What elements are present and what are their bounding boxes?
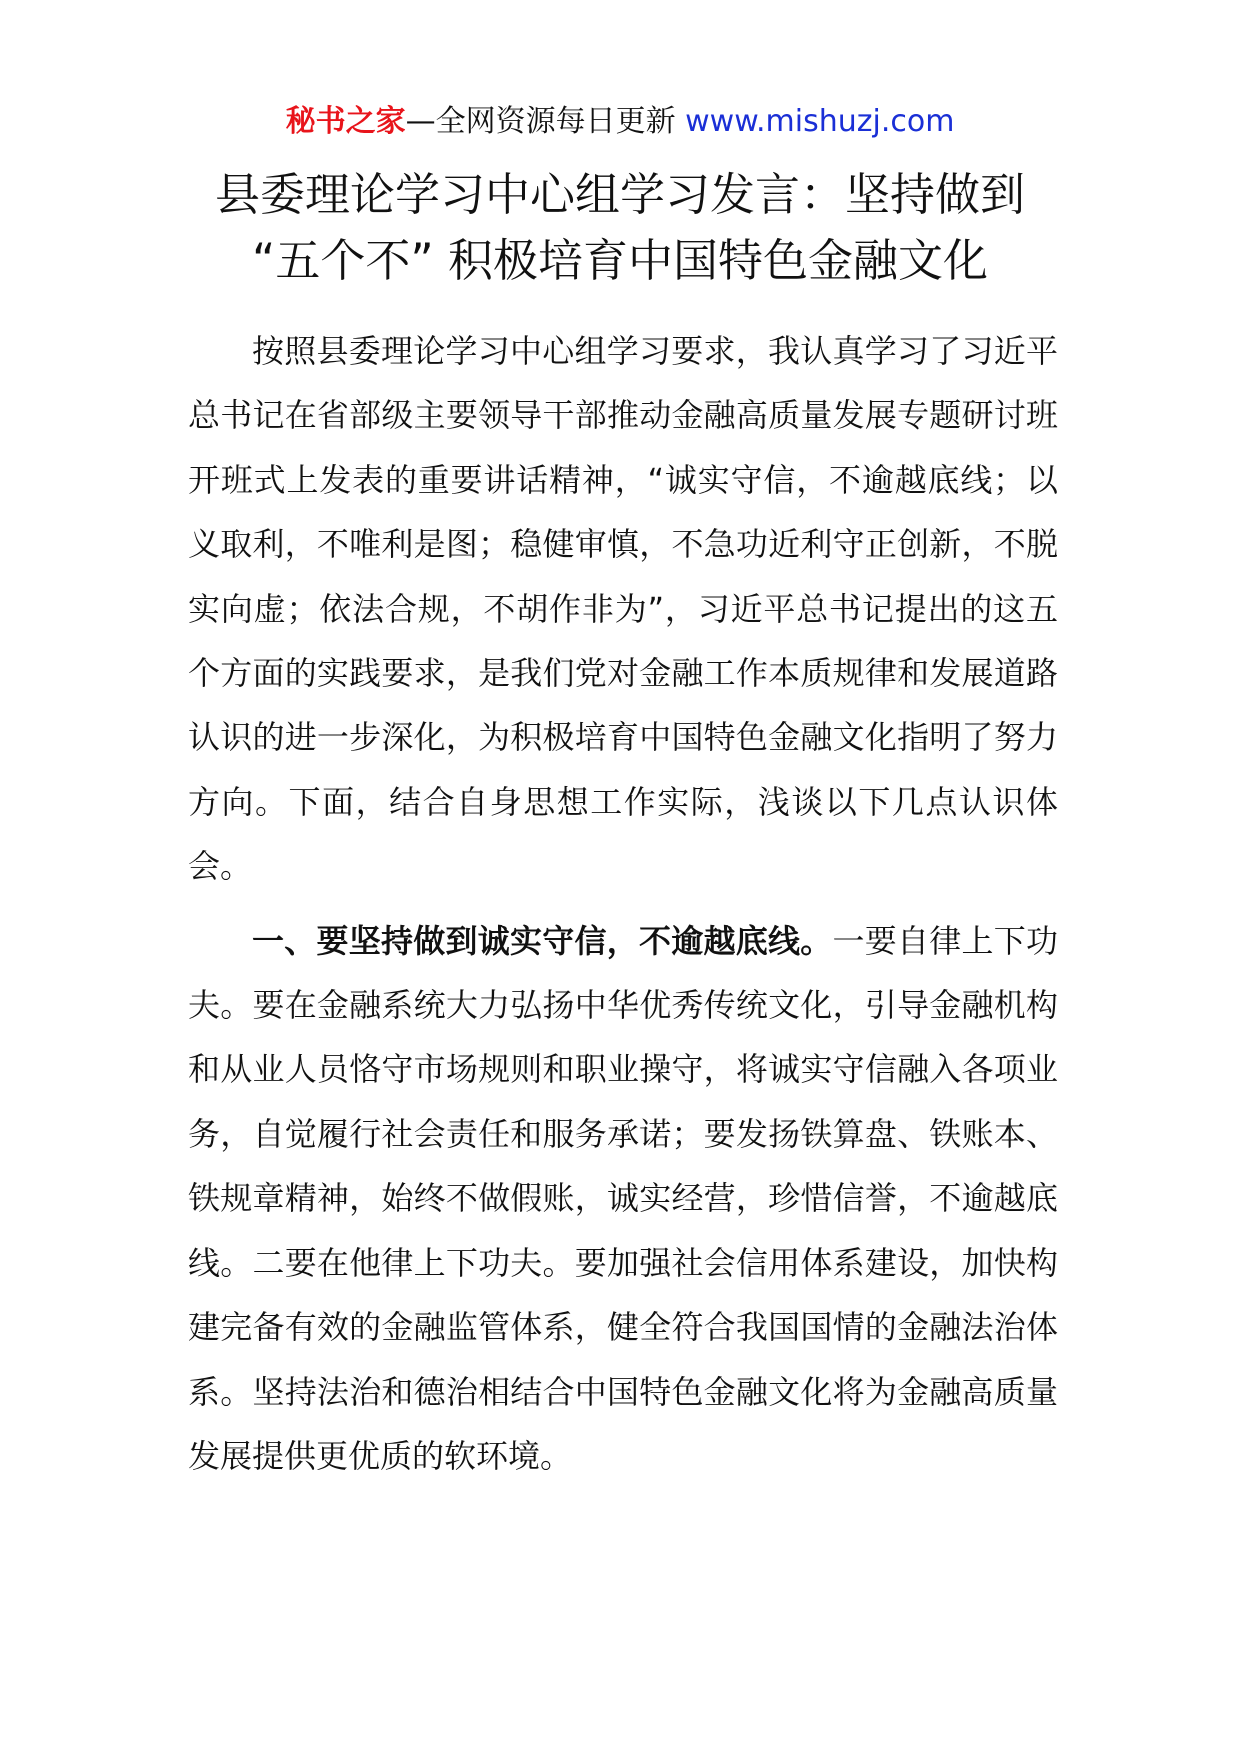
intro-paragraph: 按照县委理论学习中心组学习要求，我认真学习了习近平总书记在省部级主要领导干部推动金融高质量发展专题研讨班开班式上发表的重要讲话精神，“诚实守信，不逾越底线；以义取利，不唯利是图；稳健审慎，不急功近利守正创新，不脱实向虚；依法合规，不胡作非为”，习近平总书记提出的这五个方面的实践要求，是我们党对金融工作本质规律和发展道路认识的进一步深化，为积极培育中国特色金融文化指明了努力方向。下面，结合自身思想工作实际，浅谈以下几点认识体会。 [188, 332, 1058, 886]
section-1-body: 一要自律上下功夫。要在金融系统大力弘扬中华优秀传统文化，引导金融机构和从业人员恪守市场规则和职业操守，将诚实守信融入各项业务，自觉履行社会责任和服务承诺；要发扬铁算盘、铁账本、铁规章精神，始终不做假账，诚实经营，珍惜信誉，不逾越底线。二要在他律上下功夫。要加强社会信用体系建设，加快构建完备有效的金融监管体系，健全符合我国国情的金融法治体系。坚持法治和德治相结合中国特色金融文化将为金融高质量发展提供更优质的软环境。 [188, 921, 1058, 1475]
title-line-2: “五个不” 积极培育中国特色金融文化 [252, 234, 988, 287]
site-tagline: —全网资源每日更新 [405, 104, 676, 139]
site-brand: 秘书之家 [285, 104, 406, 139]
site-url-link[interactable]: www.mishuzj.com [685, 104, 955, 139]
title-line-1: 县委理论学习中心组学习发言：坚持做到 [214, 168, 1025, 221]
section-1-paragraph [188, 909, 1058, 1489]
site-header [0, 100, 1240, 144]
document-body [188, 319, 1058, 1488]
section-1-heading: 一、要坚持做到诚实守信，不逾越底线。 [252, 921, 833, 960]
document-title [150, 162, 1090, 294]
